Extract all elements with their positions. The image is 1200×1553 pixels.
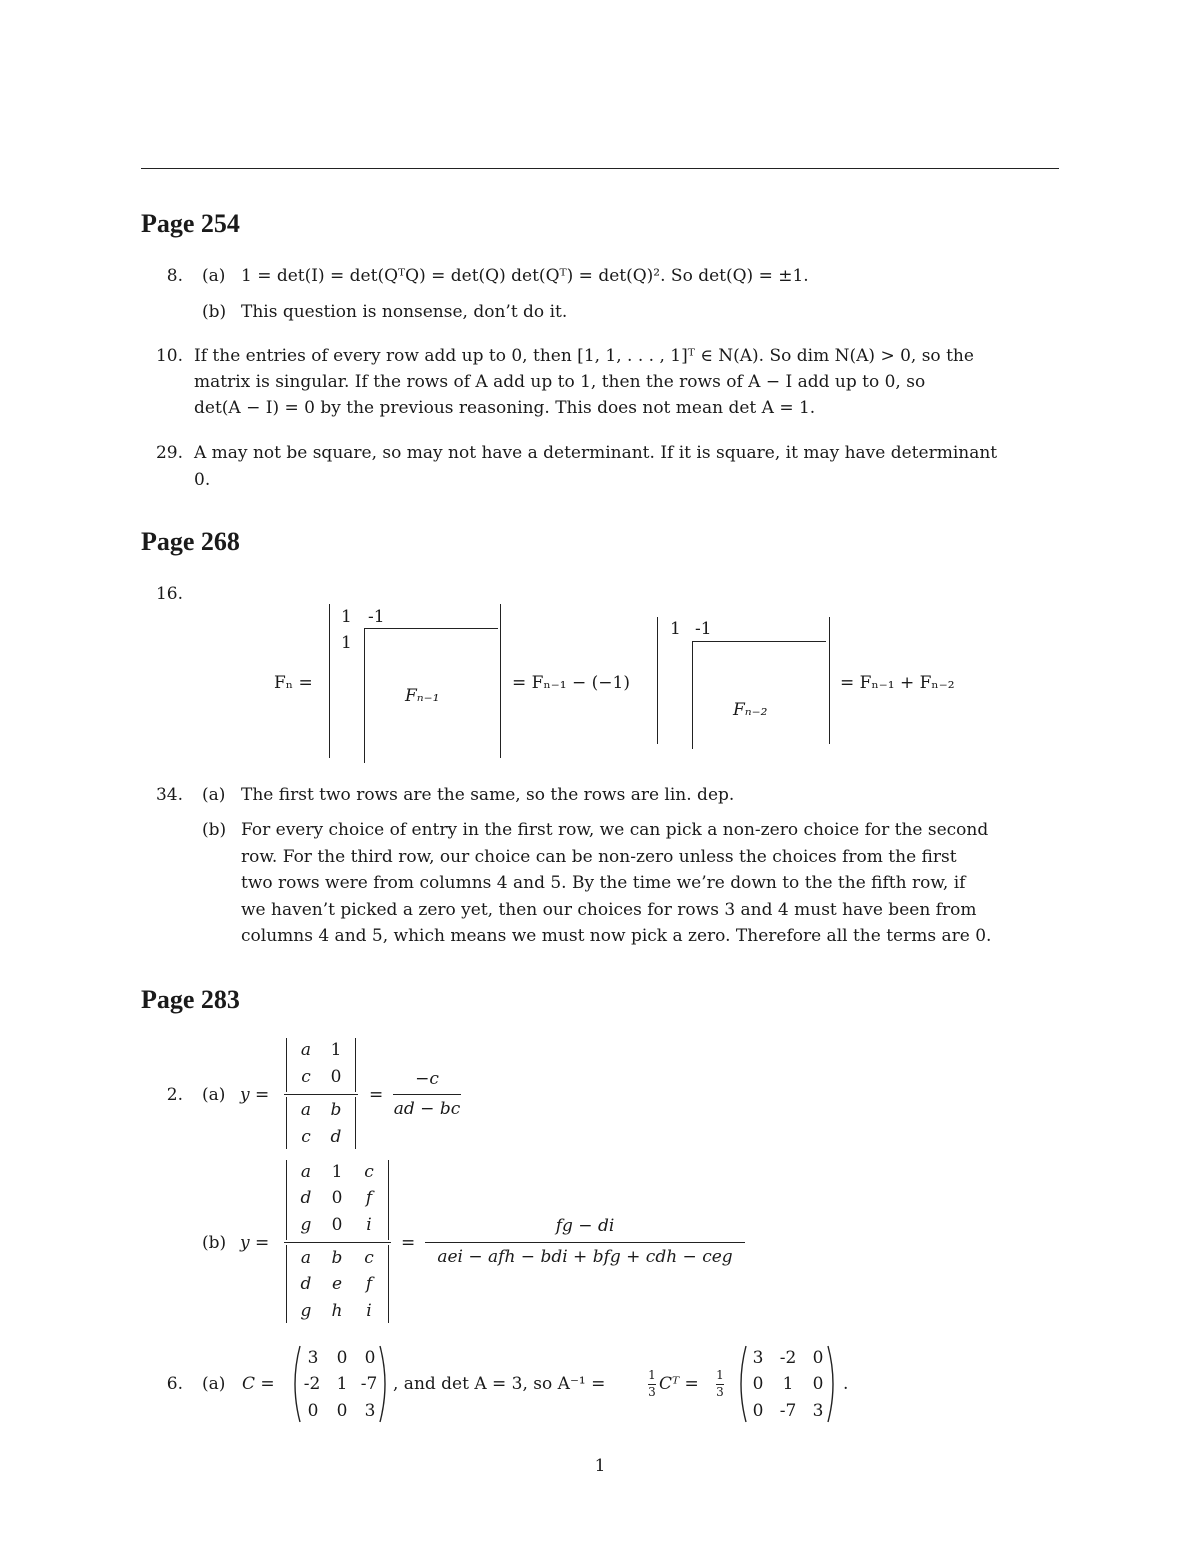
answer-line: For every choice of entry in the first row, we can pick a non-zero choice for the second [241, 820, 989, 840]
matrix-entry: 1 [336, 1374, 348, 1394]
cramer-y-label: y = [240, 1233, 270, 1253]
section-heading-page-254: Page 254 [141, 209, 240, 238]
matrix-entry: 0 [752, 1374, 764, 1394]
answer-text: The first two rows are the same, so the rows are lin. dep. [241, 785, 735, 805]
answer-line: row. For the third row, our choice can be non-zero unless the choices from the first [241, 847, 957, 867]
matrix-entry: c [364, 1248, 374, 1268]
answer-line: we haven’t picked a zero yet, then our choices for rows 3 and 4 must have been from [241, 900, 977, 920]
matrix-entry: g [300, 1301, 312, 1321]
fraction-bar [393, 1094, 461, 1095]
determinant-bar-right [829, 617, 830, 744]
part-label: (a) [202, 1374, 226, 1394]
matrix-entry: 0 [331, 1215, 343, 1235]
matrix-entry: i [366, 1215, 372, 1235]
matrix-entry: 1 [782, 1374, 794, 1394]
matrix-entry: 1 [331, 1162, 343, 1182]
matrix-entry: 0 [336, 1401, 348, 1421]
equals-sign: = [401, 1233, 416, 1253]
matrix-entry: 0 [336, 1348, 348, 1368]
matrix-entry: -7 [360, 1374, 378, 1394]
matrix-entry: 0 [812, 1348, 824, 1368]
matrix-entry: f [365, 1188, 373, 1208]
section-heading-page-283: Page 283 [141, 985, 240, 1014]
matrix-entry: -1 [368, 607, 385, 627]
determinant-bar-right [500, 604, 501, 758]
result-numerator: fg − di [555, 1216, 615, 1236]
matrix-entry: f [365, 1274, 373, 1294]
matrix-entry: h [331, 1301, 343, 1321]
equation-middle: = Fₙ₋₁ − (−1) [512, 673, 630, 693]
transpose-label: Cᵀ = [659, 1374, 699, 1394]
top-rule [141, 168, 1059, 169]
equals-sign: = [369, 1085, 384, 1105]
fraction-bar [284, 1242, 391, 1243]
matrix-entry: 3 [812, 1401, 824, 1421]
determinant-bar-right [355, 1038, 356, 1092]
fraction-bar [425, 1242, 745, 1243]
part-label: (b) [202, 302, 227, 322]
matrix-entry: c [301, 1127, 311, 1147]
matrix-entry: 1 [330, 1040, 342, 1060]
problem-number: 34. [155, 785, 183, 805]
answer-text: 1 = det(I) = det(QᵀQ) = det(Q) det(Qᵀ) = det(Q)². So det(Q) = ±1. [241, 266, 809, 286]
determinant-bar-right [388, 1245, 389, 1323]
inverse-text: , and det A = 3, so A⁻¹ = [393, 1374, 606, 1394]
part-label: (b) [202, 820, 227, 840]
problem-number: 2. [166, 1085, 183, 1105]
determinant-bar-right [355, 1097, 356, 1149]
problem-number: 10. [155, 346, 183, 366]
matrix-entry: 1 [341, 633, 352, 653]
fraction-numerator: 1 [716, 1368, 724, 1382]
left-paren [734, 1344, 748, 1424]
matrix-entry: d [300, 1274, 312, 1294]
matrix-entry: -2 [303, 1374, 321, 1394]
answer-line: A may not be square, so may not have a determinant. If it is square, it may have determinant [194, 443, 998, 463]
matrix-entry: c [301, 1067, 311, 1087]
block-left-line [364, 628, 365, 763]
equation-end: = Fₙ₋₁ + Fₙ₋₂ [840, 673, 955, 693]
matrix-entry: d [330, 1127, 342, 1147]
block-top-line [692, 641, 826, 642]
determinant-bar-left [286, 1245, 287, 1323]
matrix-entry: -1 [695, 619, 712, 639]
determinant-bar-right [388, 1160, 389, 1240]
equation-lhs: Fₙ = [274, 673, 313, 693]
matrix-entry: 3 [752, 1348, 764, 1368]
matrix-entry: 0 [364, 1348, 376, 1368]
matrix-entry: 0 [307, 1401, 319, 1421]
determinant-bar-left [286, 1097, 287, 1149]
answer-text: This question is nonsense, don’t do it. [241, 302, 568, 322]
matrix-entry: -7 [779, 1401, 797, 1421]
block-left-line [692, 641, 693, 749]
answer-line: columns 4 and 5, which means we must now pick a zero. Therefore all the terms are 0. [241, 926, 992, 946]
matrix-entry: a [300, 1100, 312, 1120]
part-label: (a) [202, 1085, 226, 1105]
answer-line: two rows were from columns 4 and 5. By the time we’re down to the the fifth row, if [241, 873, 966, 893]
fraction-bar [284, 1094, 358, 1095]
determinant-bar-left [329, 604, 330, 758]
matrix-entry: a [300, 1248, 312, 1268]
sub-determinant-label: Fₙ₋₂ [733, 700, 768, 720]
problem-number: 6. [166, 1374, 183, 1394]
matrix-entry: 0 [331, 1188, 343, 1208]
matrix-entry: b [331, 1248, 343, 1268]
cramer-y-label: y = [240, 1085, 270, 1105]
matrix-entry: 0 [752, 1401, 764, 1421]
determinant-bar-left [286, 1160, 287, 1240]
matrix-entry: c [364, 1162, 374, 1182]
problem-number: 16. [155, 584, 183, 604]
matrix-entry: 0 [330, 1067, 342, 1087]
matrix-entry: 1 [670, 619, 681, 639]
cofactor-label: C = [242, 1374, 275, 1394]
fraction-denominator: 3 [648, 1385, 656, 1399]
result-denominator: aei − afh − bdi + bfg + cdh − ceg [437, 1247, 733, 1267]
matrix-entry: 1 [341, 607, 352, 627]
answer-line: If the entries of every row add up to 0, then [1, 1, . . . , 1]ᵀ ∈ N(A). So dim N(A) > 0, so the [194, 346, 974, 366]
answer-line: matrix is singular. If the rows of A add up to 1, then the rows of A − I add up to 0, so [194, 372, 926, 392]
determinant-bar-left [657, 617, 658, 744]
fraction-denominator: 3 [716, 1385, 724, 1399]
matrix-entry: 3 [307, 1348, 319, 1368]
fraction-numerator: 1 [648, 1368, 656, 1382]
problem-number: 29. [155, 443, 183, 463]
period: . [843, 1374, 849, 1394]
page-number: 1 [594, 1456, 606, 1476]
section-heading-page-268: Page 268 [141, 527, 240, 556]
part-label: (b) [202, 1233, 227, 1253]
result-denominator: ad − bc [393, 1099, 461, 1119]
determinant-bar-left [286, 1038, 287, 1092]
matrix-entry: 0 [812, 1374, 824, 1394]
problem-number: 8. [166, 266, 183, 286]
matrix-entry: e [331, 1274, 343, 1294]
matrix-entry: a [300, 1162, 312, 1182]
answer-line: det(A − I) = 0 by the previous reasoning. This does not mean det A = 1. [194, 398, 816, 418]
matrix-entry: d [300, 1188, 312, 1208]
matrix-entry: 3 [364, 1401, 376, 1421]
matrix-entry: a [300, 1040, 312, 1060]
answer-line: 0. [194, 470, 211, 490]
result-numerator: −c [415, 1069, 439, 1089]
sub-determinant-label: Fₙ₋₁ [405, 686, 440, 706]
matrix-entry: g [300, 1215, 312, 1235]
matrix-entry: -2 [779, 1348, 797, 1368]
part-label: (a) [202, 266, 226, 286]
matrix-entry: i [366, 1301, 372, 1321]
block-top-line [364, 628, 498, 629]
matrix-entry: b [330, 1100, 342, 1120]
part-label: (a) [202, 785, 226, 805]
